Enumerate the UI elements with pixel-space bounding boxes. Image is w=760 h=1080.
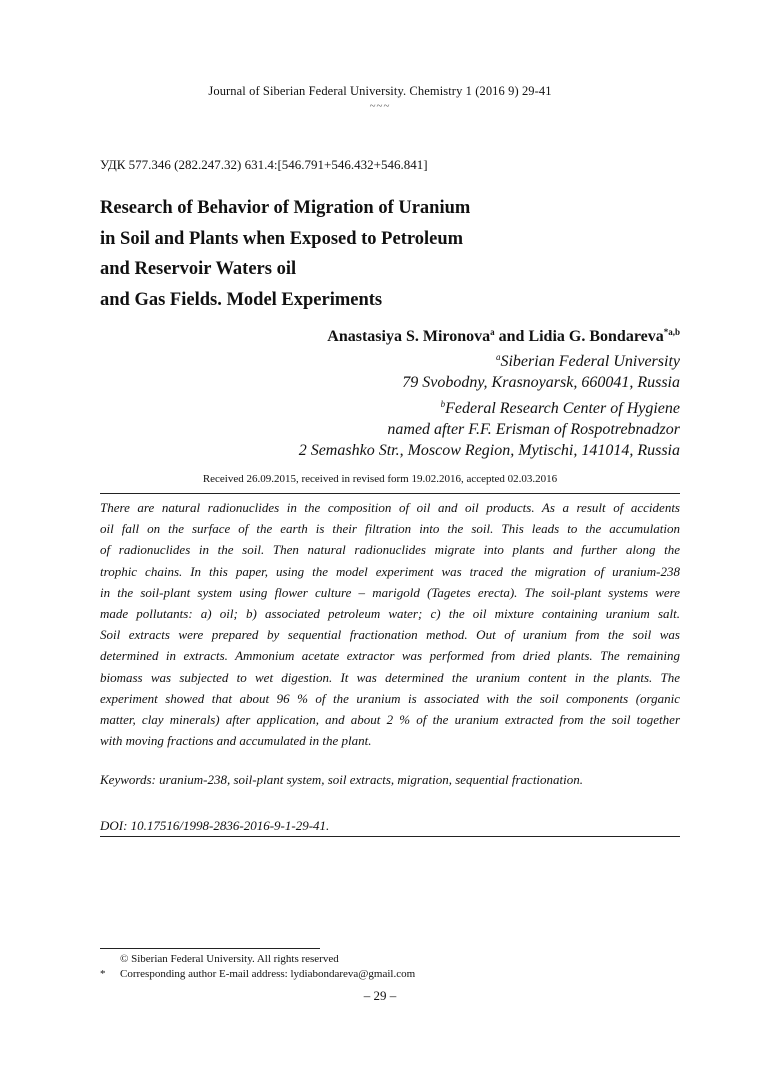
footnote-copyright [100, 952, 415, 967]
footnotes [100, 952, 415, 982]
title-line: in Soil and Plants when Exposed to Petroleum [100, 228, 464, 249]
title-line: and Reservoir Waters oil [100, 259, 297, 279]
abstract-top-rule [100, 493, 680, 494]
author-list [327, 327, 680, 346]
received-dates: Received 26.09.2015, received in revised form 19.02.2016, accepted 02.03.2016 [202, 473, 558, 485]
affiliation-name: Federal Research Center of Hygiene [445, 399, 680, 417]
udc-code: УДК 577.346 (282.247.32) 631.4:[546.791+546.432+546.841] [100, 157, 428, 172]
abstract-line: with moving fractions and accumulated in the plant. [100, 733, 372, 749]
abstract-bottom-rule [100, 836, 680, 837]
abstract-line: of radionuclides in the soil. Then natural radionuclides migrate into plants and further along the [100, 542, 680, 558]
author-affiliation-mark: *a,b [663, 327, 680, 337]
abstract-line: trophic chains. In this paper, using the model experiment was traced the migration of uranium-238 [100, 563, 680, 579]
abstract-line: experiment showed that about 96 % of the uranium is associated with the soil components (organic [100, 690, 680, 706]
keywords: Keywords: uranium-238, soil-plant system, soil extracts, migration, sequential fractionation. [100, 772, 584, 787]
abstract-line: oil fall on the surface of the earth is their filtration into the soil. This leads to the accumulation [100, 521, 680, 537]
journal-header: Journal of Siberian Federal University. Chemistry 1 (2016 9) 29-41 [208, 84, 552, 98]
abstract-line: There are natural radionuclides in the composition of oil and oil products. As a result of accidents [100, 500, 680, 515]
affiliations [299, 347, 680, 461]
corresponding-author-text[interactable]: Corresponding author E-mail address: lydiabondareva@gmail.com [120, 968, 416, 980]
abstract [100, 497, 680, 751]
author-affiliation-mark: a [490, 327, 495, 337]
affiliation-line [299, 347, 680, 372]
title-line: and Gas Fields. Model Experiments [100, 289, 383, 310]
affiliation-line: 79 Svobodny, Krasnoyarsk, 660041, Russia [402, 374, 680, 392]
title-line: Research of Behavior of Migration of Uranium [100, 198, 471, 218]
paper-title [100, 193, 620, 315]
author-conjunction: and [494, 328, 529, 345]
affiliation-name: Siberian Federal University [500, 353, 680, 370]
abstract-line: determined in extracts. Ammonium acetate extractor was performed from dried plants. The remaining [100, 648, 680, 664]
footnote-corresponding [100, 967, 415, 982]
header-ornament: ~~~ [369, 100, 391, 112]
footnote-rule [100, 948, 320, 949]
abstract-line: matter, clay minerals) after application, and about 2 % of the uranium extracted from the soil together [100, 712, 680, 728]
doi[interactable]: DOI: 10.17516/1998-2836-2016-9-1-29-41. [100, 818, 330, 833]
footnote-mark: * [100, 968, 106, 980]
affiliation-line [299, 394, 680, 419]
copyright-text: © Siberian Federal University. All rights reserved [120, 953, 339, 965]
page-number: – 29 – [363, 988, 397, 1003]
affiliation-mark: b [440, 398, 446, 409]
abstract-line: Soil extracts were prepared by sequential fractionation method. Out of uranium from the soil was [100, 627, 680, 643]
affiliation-mark: a [495, 352, 501, 362]
abstract-line: made pollutants: a) oil; b) associated petroleum water; c) the oil mixture containing uranium salt. [100, 606, 680, 622]
abstract-line: biomass was subjected to wet digestion. It was determined the uranium content in the plants. The [100, 669, 680, 685]
abstract-line: in the soil-plant system using flower culture – marigold (Tagetes erecta). The soil-plant systems were [100, 584, 680, 600]
affiliation-line: named after F.F. Erisman of Rospotrebnadzor [387, 420, 680, 438]
affiliation-line: 2 Semashko Str., Moscow Region, Mytischi, 141014, Russia [298, 442, 680, 460]
author-name: Anastasiya S. Mironova [327, 328, 491, 345]
author-name: Lidia G. Bondareva [528, 328, 664, 345]
